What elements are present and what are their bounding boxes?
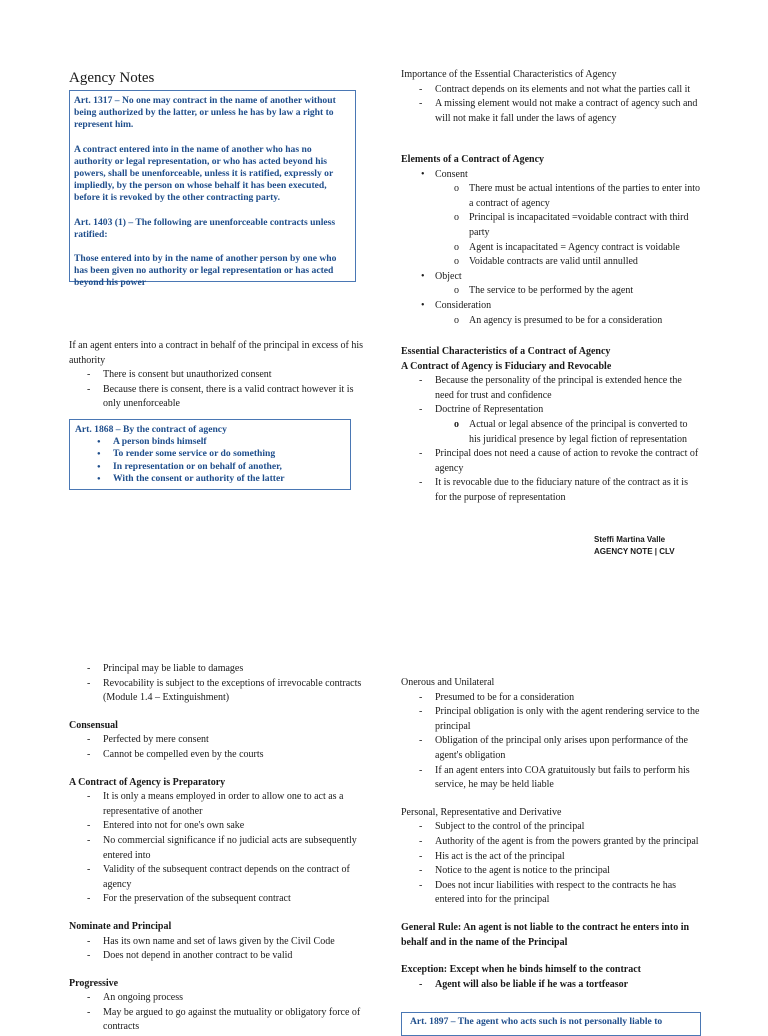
art-1317-para2: A contract entered into in the name of another who has no authority or legal representation, or who has acted beyond his powers, shall be unenforceable, unless it is ratified, expressly or impliedly, by the person on whose behalf it has been executed, before it is revoked by the other contracting party. [74, 143, 334, 204]
list-item: - Does not incur liabilities with respect to the contracts he has entered into for the principal [401, 879, 701, 908]
list-item: o Actual or legal absence of the principal is converted to his juridical presence by legal fiction of representation [401, 418, 701, 447]
list-item: - Principal does not need a cause of action to revoke the contract of agency [401, 447, 701, 476]
page2-right-column [401, 676, 701, 992]
list-item: - His act is the act of the principal [401, 850, 701, 865]
consensual-heading: Consensual [69, 719, 118, 731]
list-item: - An ongoing process [69, 991, 369, 1006]
list-item: o Principal is incapacitated =voidable contract with third party [401, 211, 701, 240]
list-item: ● A person binds himself [75, 436, 345, 448]
list-item: - Principal obligation is only with the agent rendering service to the principal [401, 705, 701, 734]
list-item: - It is revocable due to the fiduciary nature of the contract as it is for the purpose of representation [401, 476, 701, 505]
list-item: - If an agent enters into COA gratuitously but fails to perform his service, he may be held liable [401, 764, 701, 793]
list-item: - Cannot be compelled even by the courts [69, 748, 369, 763]
list-item: - For the preservation of the subsequent contract [69, 892, 369, 907]
list-item: o An agency is presumed to be for a consideration [401, 314, 701, 329]
page-title: Agency Notes [69, 70, 155, 86]
consent-item: • Consent [401, 168, 701, 183]
personal-heading: Personal, Representative and Derivative [401, 806, 562, 818]
article-1317-box [69, 90, 356, 289]
nominate-heading: Nominate and Principal [69, 920, 172, 932]
object-item: • Object [401, 270, 701, 285]
list-item: - Validity of the subsequent contract depends on the contract of agency [69, 863, 369, 892]
essential-heading: Essential Characteristics of a Contract of Agency [401, 346, 611, 357]
list-item: - Principal may be liable to damages [69, 662, 369, 677]
signature-name: Steffi Martina Valle [594, 535, 666, 544]
list-item: ● With the consent or authority of the latter [75, 473, 345, 485]
preparatory-heading: A Contract of Agency is Preparatory [69, 776, 226, 788]
elements-section [401, 153, 701, 328]
list-item: - Does not depend in another contract to be valid [69, 949, 369, 964]
importance-heading: Importance of the Essential Characteristics of Agency [401, 69, 617, 80]
list-item: - Has its own name and set of laws given by the Civil Code [69, 935, 369, 950]
page2-left-column [69, 662, 369, 1035]
fiduciary-heading: A Contract of Agency is Fiduciary and Revocable [401, 360, 612, 372]
excess-intro: If an agent enters into a contract in behalf of the principal in excess of his authority [69, 340, 364, 366]
list-item: - Entered into not for one's own sake [69, 819, 369, 834]
list-item: ● To render some service or do something [75, 448, 345, 460]
list-item: - Doctrine of Representation [401, 403, 701, 418]
list-item: - Contract depends on its elements and not what the parties call it [401, 83, 701, 98]
excess-authority-section [69, 339, 365, 412]
list-item: o Voidable contracts are valid until annulled [401, 255, 701, 270]
art-1317-text: Art. 1317 – No one may contract in the name of another without being authorized by the latter, or unless he has by law a right to represent him. [74, 95, 336, 131]
list-item: - Perfected by mere consent [69, 733, 369, 748]
progressive-heading: Progressive [69, 977, 119, 989]
essential-characteristics-section [401, 345, 701, 506]
list-item: - It is only a means employed in order to allow one to act as a representative of another [69, 790, 369, 819]
signature-note: AGENCY NOTE | CLV [594, 547, 675, 556]
list-item: - No commercial significance if no judicial acts are subsequently entered into [69, 834, 369, 863]
art-1868-title: Art. 1868 – By the contract of agency [75, 424, 227, 435]
list-item: - A missing element would not make a contract of agency such and will not make it fall under the laws of agency [401, 97, 701, 126]
list-item: - Because the personality of the principal is extended hence the need for trust and confidence [401, 374, 701, 403]
importance-section [401, 68, 701, 126]
consideration-item: • Consideration [401, 299, 701, 314]
art-1403-para2: Those entered into by in the name of another person by one who has been given no authority or legal representation or has acted beyond his power [74, 253, 337, 289]
general-rule: General Rule: An agent is not liable to the contract he enters into in behalf and in the name of the Principal [401, 921, 690, 948]
article-1868-box [69, 419, 351, 490]
list-item: - There is consent but unauthorized consent [69, 368, 365, 383]
list-item: - Obligation of the principal only arises upon performance of the agent's obligation [401, 734, 701, 763]
list-item: - Notice to the agent is notice to the principal [401, 864, 701, 879]
art-1897-text: Art. 1897 – The agent who acts such is not personally liable to [410, 1016, 663, 1027]
article-1897-box [401, 1012, 701, 1036]
list-item: - Subject to the control of the principal [401, 820, 701, 835]
onerous-heading: Onerous and Unilateral [401, 677, 495, 688]
list-item: - Agent will also be liable if he was a tortfeasor [401, 978, 701, 993]
list-item: o There must be actual intentions of the parties to enter into a contract of agency [401, 182, 701, 211]
art-1403-text: Art. 1403 (1) – The following are unenforceable contracts unless ratified: [74, 216, 336, 240]
list-item: o The service to be performed by the agent [401, 284, 701, 299]
signature-block [594, 534, 675, 558]
list-item: - Because there is consent, there is a valid contract however it is only unenforceable [69, 383, 365, 412]
list-item: - May be argued to go against the mutuality or obligatory force of contracts [69, 1006, 369, 1035]
list-item: - Revocability is subject to the exceptions of irrevocable contracts (Module 1.4 – Extinguishment) [69, 677, 369, 706]
list-item: - Presumed to be for a consideration [401, 691, 701, 706]
exception-heading: Exception: Except when he binds himself to the contract [401, 964, 641, 976]
elements-heading: Elements of a Contract of Agency [401, 154, 545, 165]
list-item: o Agent is incapacitated = Agency contract is voidable [401, 241, 701, 256]
list-item: ● In representation or on behalf of another, [75, 461, 345, 473]
list-item: - Authority of the agent is from the powers granted by the principal [401, 835, 701, 850]
